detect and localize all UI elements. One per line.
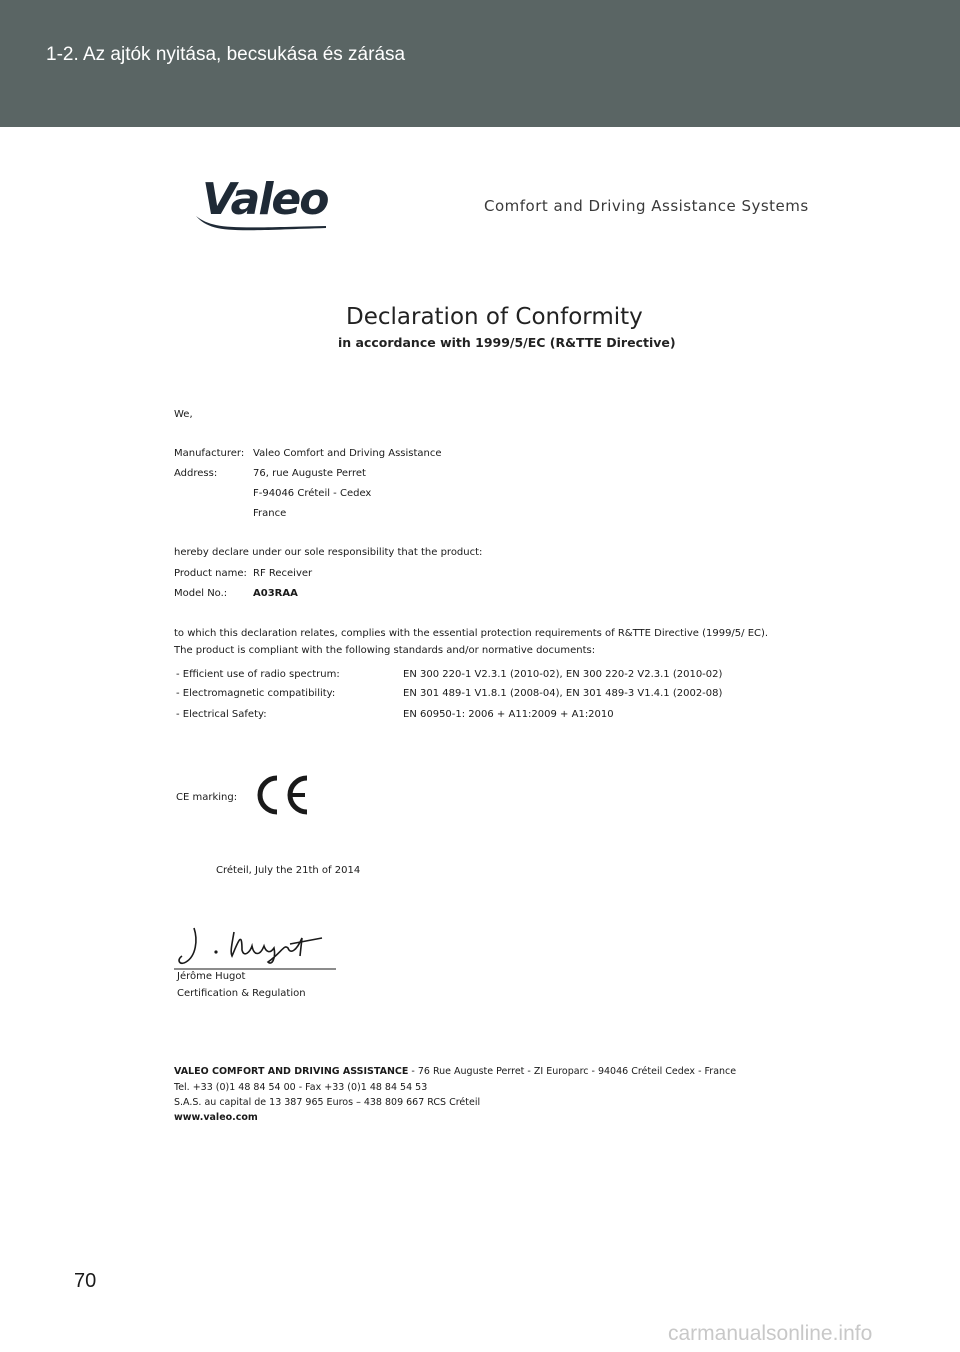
model-no-label: Model No.: [174, 588, 228, 599]
declaration-document [0, 127, 960, 1287]
model-no-value: A03RAA [253, 588, 298, 599]
footer-company-address: - 76 Rue Auguste Perret - ZI Europarc - 94046 Créteil Cedex - France [408, 1066, 737, 1077]
standard-value: EN 301 489-1 V1.8.1 (2008-04), EN 301 489-3 V1.4.1 (2002-08) [403, 688, 723, 699]
address-line: F-94046 Créteil - Cedex [253, 488, 372, 499]
manufacturer-label: Manufacturer: [174, 448, 245, 459]
standard-value: EN 60950-1: 2006 + A11:2009 + A1:2010 [403, 709, 614, 720]
document-subtitle: in accordance with 1999/5/EC (R&TTE Directive) [338, 335, 676, 350]
signatory-name: Jérôme Hugot [177, 971, 246, 982]
ce-marking-label: CE marking: [176, 792, 238, 803]
footer-capital: S.A.S. au capital de 13 387 965 Euros – 438 809 667 RCS Créteil [174, 1097, 481, 1108]
standard-label: - Efficient use of radio spectrum: [176, 669, 340, 680]
salutation: We, [174, 409, 193, 420]
declare-text: hereby declare under our sole responsibility that the product: [174, 547, 483, 558]
logo-swoosh-icon [194, 212, 328, 234]
footer-website: www.valeo.com [174, 1112, 258, 1123]
address-label: Address: [174, 468, 218, 479]
ce-mark-icon [255, 774, 311, 816]
address-line: 76, rue Auguste Perret [253, 468, 366, 479]
product-name-label: Product name: [174, 568, 247, 579]
manufacturer-value: Valeo Comfort and Driving Assistance [253, 448, 442, 459]
page-number: 70 [74, 1270, 97, 1292]
company-tagline: Comfort and Driving Assistance Systems [484, 197, 809, 215]
signature-image [172, 922, 338, 970]
watermark: carmanualsonline.info [668, 1322, 873, 1345]
document-title: Declaration of Conformity [346, 304, 643, 330]
compliance-text: to which this declaration relates, complies with the essential protection requirements of R&TTE Directive (1999/5/ EC). [174, 628, 769, 639]
page-header [0, 0, 960, 127]
standard-label: - Electromagnetic compatibility: [176, 688, 336, 699]
footer-phone: Tel. +33 (0)1 48 84 54 00 - Fax +33 (0)1 48 84 54 53 [174, 1082, 428, 1093]
product-name-value: RF Receiver [253, 568, 313, 579]
valeo-logo [194, 174, 328, 236]
logo-wordmark: Valeo [202, 174, 328, 225]
signatory-title: Certification & Regulation [177, 988, 306, 999]
standard-value: EN 300 220-1 V2.3.1 (2010-02), EN 300 220-2 V2.3.1 (2010-02) [403, 669, 723, 680]
place-date: Créteil, July the 21th of 2014 [216, 865, 361, 876]
footer-company-name: VALEO COMFORT AND DRIVING ASSISTANCE [174, 1066, 409, 1077]
footer-company [174, 1066, 736, 1077]
compliance-text: The product is compliant with the following standards and/or normative documents: [174, 645, 596, 656]
section-title: 1-2. Az ajtók nyitása, becsukása és zárása [46, 44, 406, 65]
address-line: France [253, 508, 287, 519]
standard-label: - Electrical Safety: [176, 709, 267, 720]
